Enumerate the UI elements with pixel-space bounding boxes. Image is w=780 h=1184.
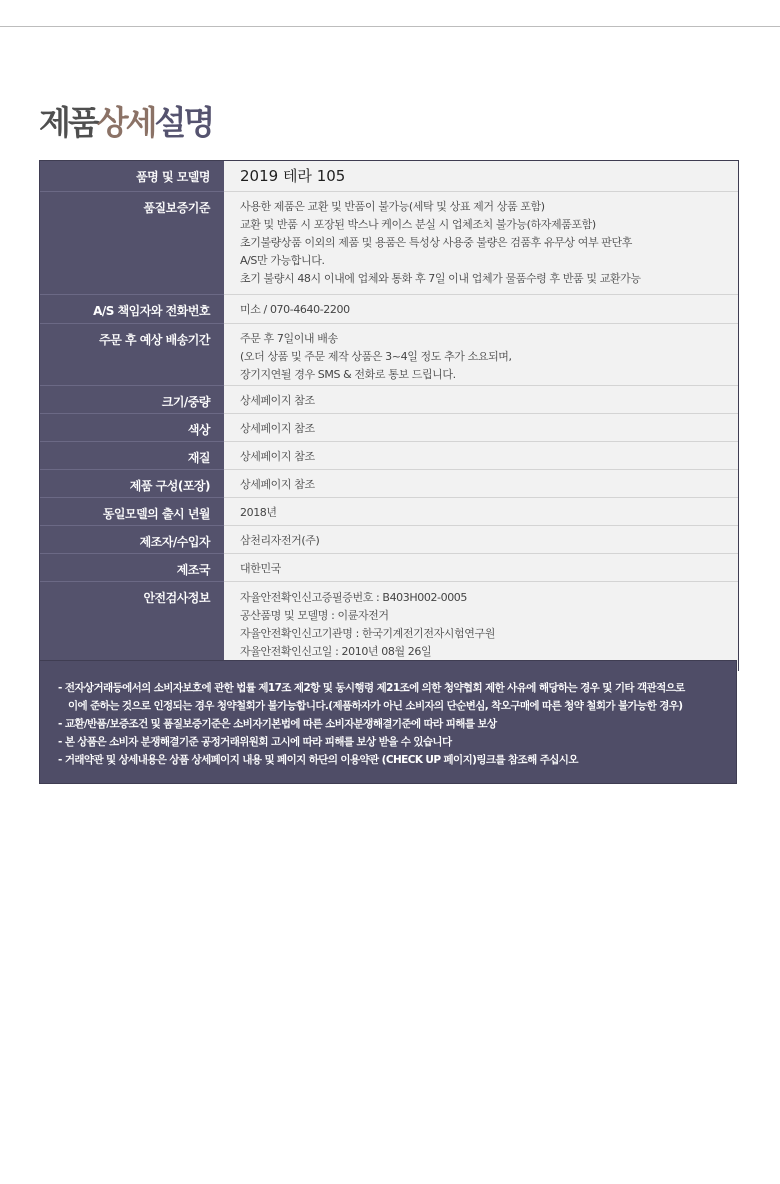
spec-label: 색상 [40,414,224,442]
spec-row-size [40,386,738,414]
spec-label: 제품 구성(포장) [40,470,224,498]
spec-value [224,386,738,413]
spec-value-line: 상세페이지 참조 [240,478,315,491]
spec-value-line: 장기지연될 경우 SMS & 전화로 통보 드립니다. [240,368,456,381]
spec-value-line: 상세페이지 참조 [240,394,315,407]
spec-label: 동일모델의 출시 년월 [40,498,224,526]
spec-value-line: 주문 후 7일이내 배송 [240,332,338,345]
spec-label: 재질 [40,442,224,470]
spec-value-line: 대한민국 [240,562,281,575]
spec-value-line: 자율안전확인신고증필증번호 : B403H002-0005 [240,591,468,604]
spec-label: 품명 및 모델명 [40,161,224,192]
spec-label: A/S 책임자와 전화번호 [40,295,224,324]
spec-row-package [40,470,738,498]
top-divider [0,26,780,27]
spec-value-line: 2018년 [240,506,277,519]
spec-row-color [40,414,738,442]
spec-value-line: 사용한 제품은 교환 및 반품이 불가능(세탁 및 상표 제거 상품 포함) [240,200,545,213]
spec-value-line: 미소 / 070-4640-2200 [240,303,350,316]
spec-value [224,582,738,671]
spec-row-material [40,442,738,470]
spec-value-line: 초기불량상품 이외의 제품 및 용품은 특성상 사용중 불량은 검품후 유무상 여부 판단후 [240,236,632,249]
spec-label: 주문 후 예상 배송기간 [40,324,224,386]
spec-value-line: 2019 테라 105 [240,167,346,185]
spec-value [224,324,738,385]
spec-value-line: 자율안전확인신고일 : 2010년 08월 26일 [240,645,432,658]
spec-row-warranty [40,192,738,295]
page-title [39,101,212,145]
notice-line: 이에 준하는 것으로 인정되는 경우 청약철회가 불가능합니다.(제품하자가 아닌 소비자의 단순변심, 착오구매에 따른 청약 철회가 불가능한 경우) [68,700,683,712]
notice-line: - 본 상품은 소비자 분쟁해결기준 공정거래위원회 고시에 따라 피해를 보상 받을 수 있습니다 [58,736,452,748]
spec-value [224,470,738,497]
spec-label: 제조국 [40,554,224,582]
notice-line: - 전자상거래등에서의 소비자보호에 관한 법률 제17조 제2항 및 동시행령 제21조에 의한 청약협회 제한 사유에 해당하는 경우 및 기타 객관적으로 [58,682,685,694]
spec-value-line: (오더 상품 및 주문 제작 상품은 3~4일 정도 추가 소요되며, [240,350,512,363]
notice-line: - 거래약관 및 상세내용은 상품 상세페이지 내용 및 페이지 하단의 이용약관 (CHECK UP 페이지)링크를 참조해 주십시오 [58,754,578,766]
notice-box [39,660,737,784]
spec-row-country [40,554,738,582]
spec-row-release-date [40,498,738,526]
spec-row-safety-info [40,582,738,671]
spec-value [224,554,738,581]
spec-label: 제조자/수입자 [40,526,224,554]
spec-label: 안전검사정보 [40,582,224,672]
spec-value-line: 삼천리자전거(주) [240,534,320,547]
spec-value-line: 상세페이지 참조 [240,450,315,463]
product-spec-table [39,160,739,671]
spec-value [224,526,738,553]
spec-value-line: 교환 및 반품 시 포장된 박스나 케이스 분실 시 업체조치 불가능(하자제품포함) [240,218,596,231]
spec-value-line: 초기 불량시 48시 이내에 업체와 통화 후 7일 이내 업체가 물품수령 후 반품 및 교환가능 [240,272,641,285]
spec-value [224,192,738,294]
spec-value-line: A/S만 가능합니다. [240,254,325,267]
spec-value-line: 공산품명 및 모델명 : 이륜자전거 [240,609,389,622]
spec-row-as-contact [40,295,738,324]
spec-row-model [40,161,738,192]
page-title-part-1: 제품 [39,103,97,142]
spec-label: 품질보증기준 [40,192,224,295]
page-title-part-2: 상세 [96,103,155,142]
notice-line: - 교환/반품/보증조건 및 품질보증기준은 소비자기본법에 따른 소비자분쟁해결기준에 따라 피해를 보상 [58,718,497,730]
spec-value [224,498,738,525]
spec-value-line: 자율안전확인신고기관명 : 한국기계전기전자시험연구원 [240,627,495,640]
spec-value [224,161,738,191]
spec-value [224,442,738,469]
spec-row-manufacturer [40,526,738,554]
spec-value-line: 상세페이지 참조 [240,422,315,435]
spec-label: 크기/중량 [40,386,224,414]
spec-value [224,295,738,323]
page-title-part-3: 설명 [154,103,213,142]
spec-value [224,414,738,441]
spec-row-delivery [40,324,738,386]
